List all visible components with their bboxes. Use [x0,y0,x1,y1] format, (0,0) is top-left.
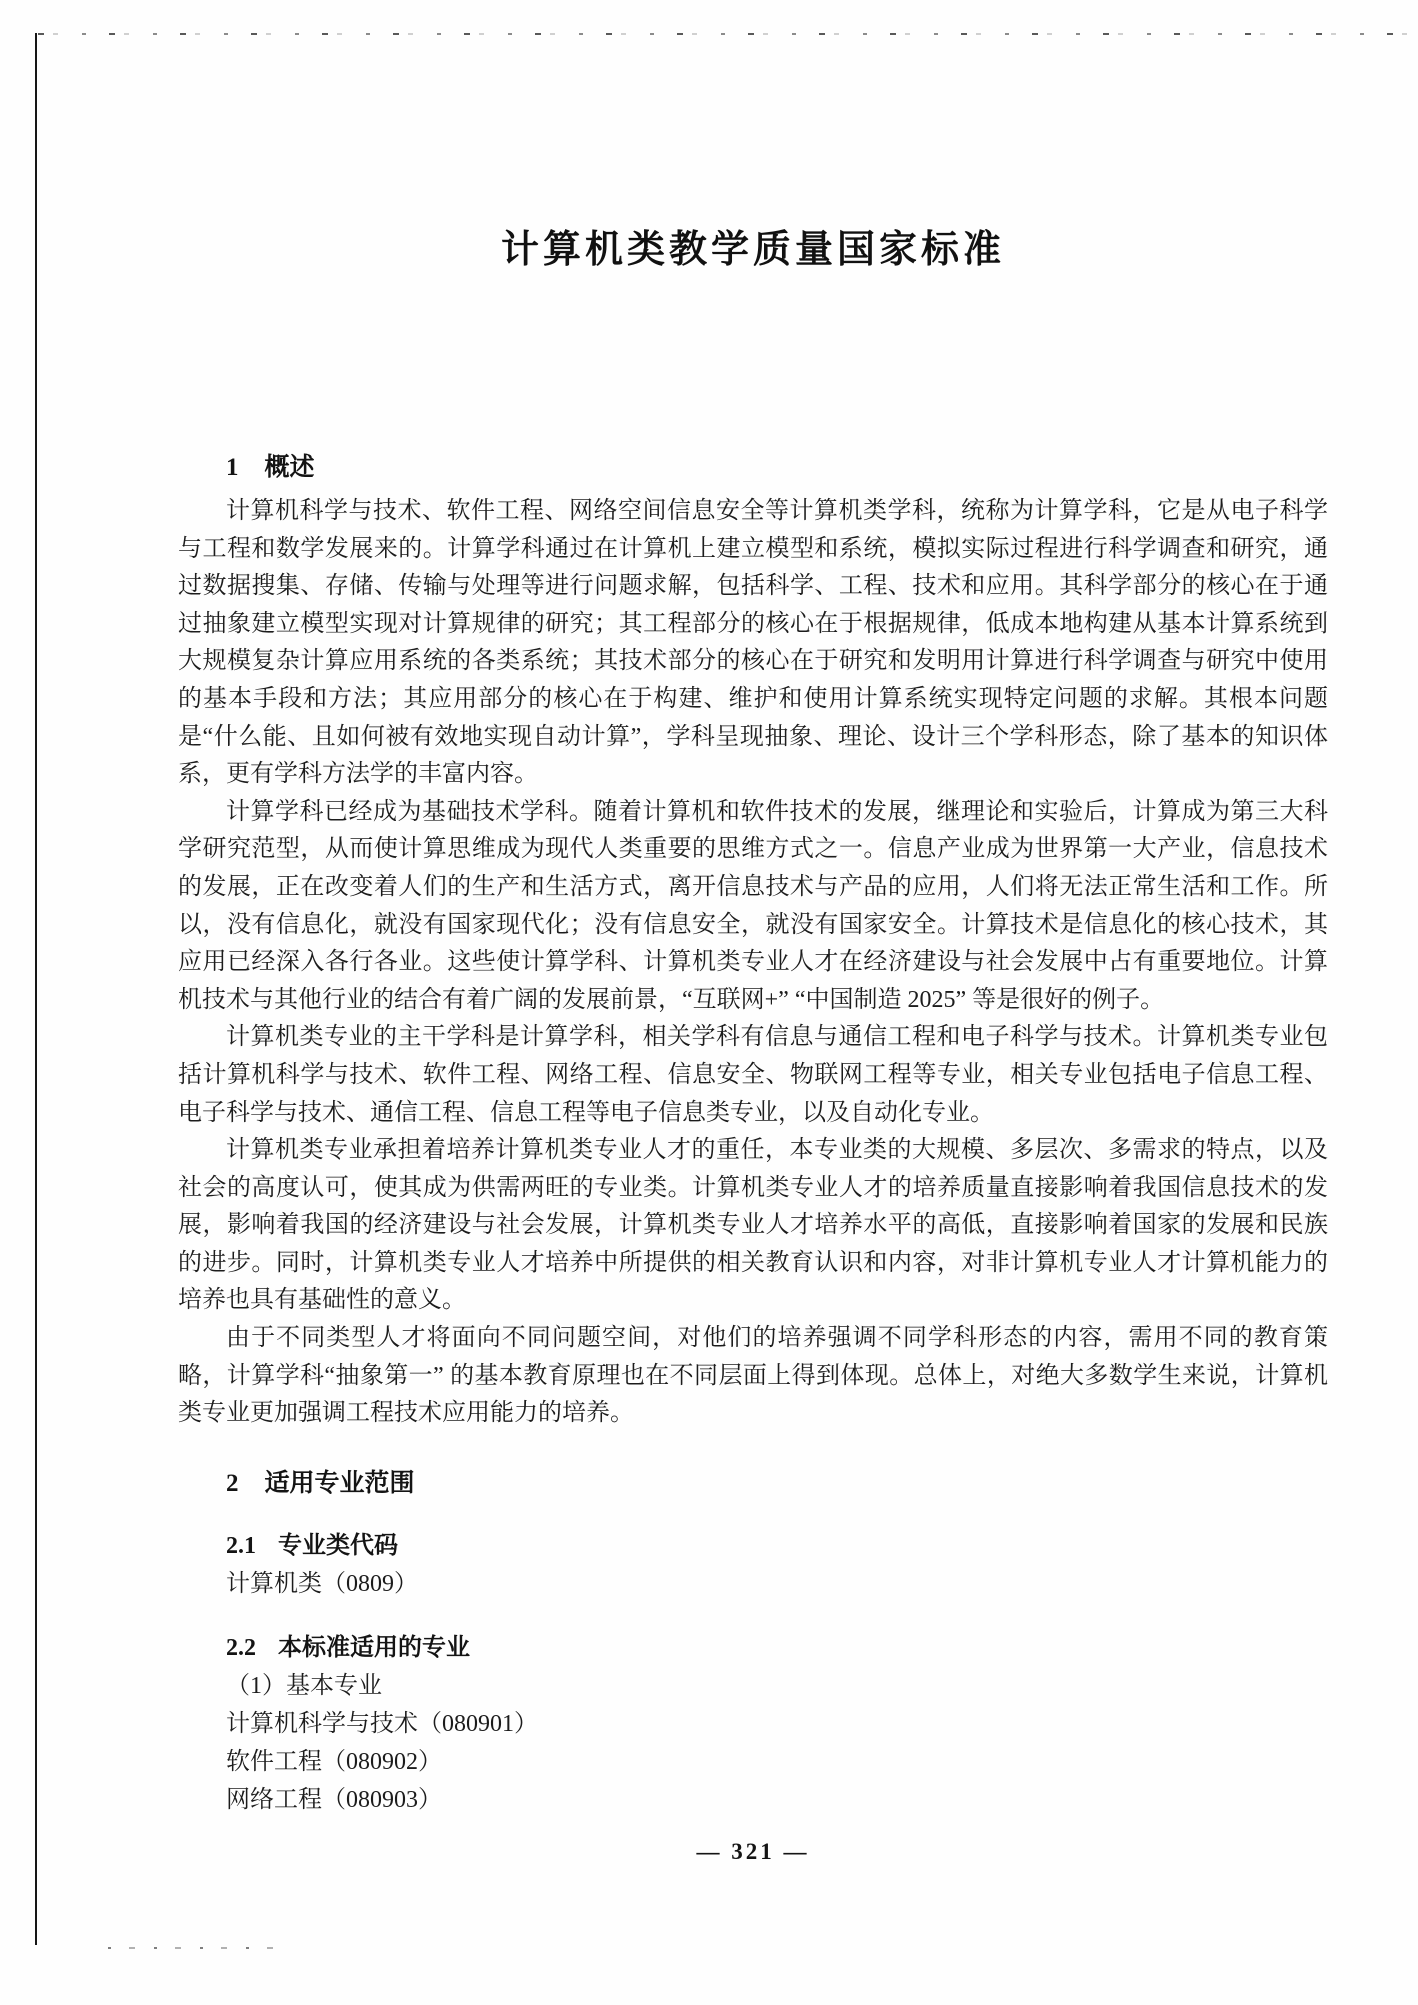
document-title: 计算机类教学质量国家标准 [500,229,1005,271]
scan-artifact-bottom-dots [108,1947,278,1949]
document-content [178,0,1328,1865]
major-line-network-engineering: 网络工程（080903） [226,1786,442,1813]
overview-paragraph-4: 计算机类专业承担着培养计算机类专业人才的重任，本专业类的大规模、多层次、多需求的特点，以及社会的高度认可，使其成为供需两旺的专业类。计算机类专业人才的培养质量直接影响着我国信息技术的发展，影响着我国的经济建设与社会发展，计算机类专业人才培养水平的高低，直接影响着国家的发展和民族的进步。同时，计算机类专业人才培养中所提供的相关教育认识和内容，对非计算机专业人才计算机能力的培养也具有基础性的意义。 [178,1137,1328,1314]
section-1-title: 概述 [264,454,315,481]
major-line-software-engineering: 软件工程（080902） [226,1748,442,1775]
scan-artifact-left-border-line [35,33,37,1945]
overview-paragraph-5: 由于不同类型人才将面向不同问题空间，对他们的培养强调不同学科形态的内容，需用不同的教育策略，计算学科“抽象第一” 的基本教育原理也在不同层面上得到体现。总体上，对绝大多数学生来说，计算机类专业更加强调工程技术应用能力的培养。 [178,1325,1328,1427]
basic-majors-label-line: （1）基本专业 [226,1672,382,1699]
section-2-heading [178,1467,1328,1501]
section-2-title: 适用专业范围 [264,1469,415,1497]
overview-paragraph-2: 计算学科已经成为基础技术学科。随着计算机和软件技术的发展，继理论和实验后，计算成为第三大科学研究范型，从而使计算思维成为现代人类重要的思维方式之一。信息产业成为世界第一大产业，信息技术的发展，正在改变着人们的生产和生活方式，离开信息技术与产品的应用，人们将无法正常生活和工作。所以，没有信息化，就没有国家现代化；没有信息安全，就没有国家安全。计算技术是信息化的核心技术，其应用已经深入各行各业。这些使计算学科、计算机类专业人才在经济建设与社会发展中占有重要地位。计算机技术与其他行业的结合有着广阔的发展前景，“互联网+” “中国制造 2025” 等是很好的例子。 [178,798,1328,1013]
overview-paragraph-3: 计算机类专业的主干学科是计算学科，相关学科有信息与通信工程和电子科学与技术。计算机类专业包括计算机科学与技术、软件工程、网络工程、信息安全、物联网工程等专业，相关专业包括电子信息工程、电子科学与技术、通信工程、信息工程等电子信息类专业，以及自动化专业。 [178,1024,1328,1126]
subsection-2-1-title: 专业类代码 [278,1532,398,1559]
page-number: — 321 — [696,1838,810,1864]
major-line-computer-science: 计算机科学与技术（080901） [226,1710,538,1737]
subsection-2-1-number: 2.1 [226,1532,256,1559]
subsection-2-2-title: 本标准适用的专业 [278,1634,470,1661]
overview-paragraph-1: 计算机科学与技术、软件工程、网络空间信息安全等计算机类学科，统称为计算学科，它是从电子科学与工程和数学发展来的。计算学科通过在计算机上建立模型和系统，模拟实际过程进行科学调查和研究，通过数据搜集、存储、传输与处理等进行问题求解，包括科学、工程、技术和应用。其科学部分的核心在于通过抽象建立模型实现对计算规律的研究；其工程部分的核心在于根据规律，低成本地构建从基本计算系统到大规模复杂计算应用系统的各类系统；其技术部分的核心在于研究和发明用计算进行科学调查与研究中使用的基本手段和方法；其应用部分的核心在于构建、维护和使用计算系统实现特定问题的求解。其根本问题是“什么能、且如何被有效地实现自动计算”，学科呈现抽象、理论、设计三个学科形态，除了基本的知识体系，更有学科方法学的丰富内容。 [178,498,1328,788]
subsection-2-1-heading [178,1527,1328,1565]
subsection-2-2-number: 2.2 [226,1634,256,1661]
major-class-code-line: 计算机类（0809） [226,1570,418,1597]
section-2-number: 2 [226,1469,239,1497]
section-1-number: 1 [226,454,239,481]
subsection-2-2-heading [178,1629,1328,1667]
section-1-heading [178,451,1328,485]
